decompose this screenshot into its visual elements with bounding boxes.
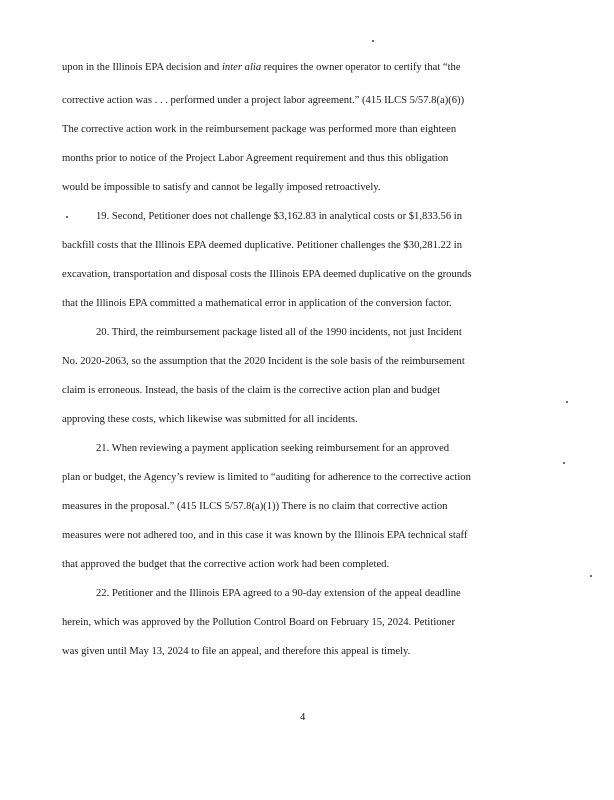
scan-speck <box>372 40 374 42</box>
paragraph-19-first-line: 19. Second, Petitioner does not challenge $3,162.83 in analytical costs or $1,833.56 in <box>96 211 463 222</box>
text-line: would be impossible to satisfy and cannot be legally imposed retroactively. <box>62 182 381 193</box>
paragraph-20-first-line: 20. Third, the reimbursement package listed all of the 1990 incidents, not just Incident <box>96 327 462 338</box>
paragraph-22-first-line: 22. Petitioner and the Illinois EPA agreed to a 90-day extension of the appeal deadline <box>96 588 461 599</box>
scan-speck <box>66 216 68 218</box>
text-line: herein, which was approved by the Pollution Control Board on February 15, 2024. Petitioner <box>62 617 456 628</box>
text-line: that approved the budget that the corrective action work had been completed. <box>62 559 390 570</box>
scan-speck <box>590 575 592 577</box>
text-line: plan or budget, the Agency’s review is limited to “auditing for adherence to the corrective action <box>62 472 471 483</box>
text-line: months prior to notice of the Project Labor Agreement requirement and thus this obligation <box>62 153 449 164</box>
scan-speck <box>566 401 568 403</box>
text-line: that the Illinois EPA committed a mathematical error in application of the conversion factor. <box>62 298 452 309</box>
scan-speck <box>563 462 565 464</box>
page-number: 4 <box>300 712 306 723</box>
italic-phrase: inter alia <box>221 62 262 73</box>
text-line: approving these costs, which likewise was submitted for all incidents. <box>62 414 358 425</box>
text-line: upon in the Illinois EPA decision and inter alia requires the owner operator to certify that “the <box>62 62 461 73</box>
text-line: backfill costs that the Illinois EPA deemed duplicative. Petitioner challenges the $30,281.22 in <box>62 240 463 251</box>
text-line: No. 2020-2063, so the assumption that the 2020 Incident is the sole basis of the reimbursement <box>62 356 465 367</box>
text-line: was given until May 13, 2024 to file an appeal, and therefore this appeal is timely. <box>62 646 411 657</box>
text-line: corrective action was . . . performed under a project labor agreement.” (415 ILCS 5/57.8(a)(6)) <box>62 95 465 106</box>
text-line: The corrective action work in the reimbursement package was performed more than eighteen <box>62 124 457 135</box>
text-line: measures were not adhered too, and in this case it was known by the Illinois EPA technical staff <box>62 530 468 541</box>
text-line: measures in the proposal.” (415 ILCS 5/57.8(a)(1)) There is no claim that corrective action <box>62 501 448 512</box>
text-line: claim is erroneous. Instead, the basis of the claim is the corrective action plan and budget <box>62 385 441 396</box>
text-line: excavation, transportation and disposal costs the Illinois EPA deemed duplicative on the grounds <box>62 269 472 280</box>
paragraph-21-first-line: 21. When reviewing a payment application seeking reimbursement for an approved <box>96 443 450 454</box>
